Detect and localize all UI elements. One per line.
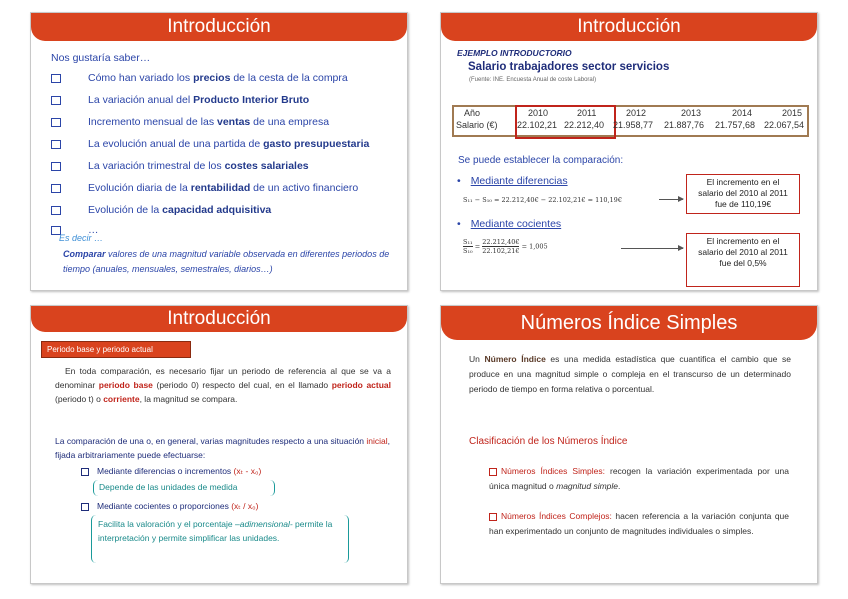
list-item: Incremento mensual de las ventas de una empresa xyxy=(51,116,329,128)
list-item: … xyxy=(51,224,99,236)
slide-3[interactable] xyxy=(30,305,408,584)
list-item: La evolución anual de una partida de gasto presupuestaria xyxy=(51,138,369,150)
table-cell: 2015 xyxy=(782,108,803,118)
example-subtitle: Salario trabajadores sector servicios xyxy=(468,61,670,73)
example-label: EJEMPLO INTRODUCTORIO xyxy=(457,48,572,58)
table-cell: 22.212,40 xyxy=(564,120,605,130)
table-cell: 2010 xyxy=(528,108,549,118)
compare-text: Comparar valores de una magnitud variable observada en diferentes periodos de tiempo (anuales, mensuales, semestrales, diarios…) xyxy=(63,249,390,274)
table-cell: 22.102,21 xyxy=(517,120,558,130)
type-simple: Números Índices Simples: recogen la variación experimentada por una única magnitud o magnitud simple. xyxy=(489,466,790,491)
formula-quotients: $\frac{\text{S₁₁}}{\text{S₁₀}}$ = $\frac{22.212,40€}{22.102,21€}$ = 1,005 xyxy=(463,238,548,255)
checkbox-bullet-icon xyxy=(489,468,497,476)
method-quotients: Mediante cocientes o proporciones (xₜ / x₀) xyxy=(81,501,258,512)
checkbox-bullet-icon xyxy=(51,140,61,149)
definition-paragraph: Un Número Índice es una medida estadística que cuantifica el cambio que se produce en una magnitud simple o compleja en el transcurso de un determinado periodo de tiempo en forma relativa o porcentual. xyxy=(469,354,791,394)
comparison-intro: Se puede establecer la comparación: xyxy=(458,155,624,166)
method-differences: Mediante diferencias o incrementos (xₜ - x₀) xyxy=(81,466,261,477)
table-header: Salario (€) xyxy=(456,120,498,130)
slide-title: Introducción xyxy=(31,13,407,41)
table-header: Año xyxy=(464,108,481,118)
quotients-note: Facilita la valoración y el porcentaje –adimensional- permite la interpretación y permite simplificar las unidades. xyxy=(98,519,333,543)
result-box-differences: El incremento en el salario del 2010 al 2011 fue de 110,19€ xyxy=(686,174,800,214)
list-item: Evolución diaria de la rentabilidad de un activo financiero xyxy=(51,182,358,194)
checkbox-bullet-icon xyxy=(81,468,89,476)
method-quotients: • Mediante cocientes xyxy=(457,218,562,230)
table-cell: 21.958,77 xyxy=(613,120,654,130)
table-cell: 2012 xyxy=(626,108,647,118)
checkbox-bullet-icon xyxy=(51,162,61,171)
slide-title: Introducción xyxy=(31,306,407,332)
list-item: La variación trimestral de los costes salariales xyxy=(51,160,309,172)
es-decir-label: Es decir … xyxy=(59,233,104,243)
differences-note: Depende de las unidades de medida xyxy=(99,482,238,492)
checkbox-bullet-icon xyxy=(51,184,61,193)
arrow-icon xyxy=(659,199,683,200)
checkbox-bullet-icon xyxy=(51,74,61,83)
slide-title: Números Índice Simples xyxy=(441,306,817,340)
list-item: La variación anual del Producto Interior Bruto xyxy=(51,94,309,106)
checkbox-bullet-icon xyxy=(489,513,497,521)
method-differences: • Mediante diferencias xyxy=(457,175,568,187)
intro-text: Nos gustaría saber… xyxy=(51,52,151,64)
slide-title: Introducción xyxy=(441,13,817,41)
type-complex: Números Índices Complejos: hacen referencia a la variación conjunta que han experimentado un conjunto de magnitudes individuales o simples. xyxy=(489,511,789,536)
checkbox-bullet-icon xyxy=(51,96,61,105)
table-cell: 21.757,68 xyxy=(715,120,756,130)
classification-heading: Clasificación de los Números Índice xyxy=(469,436,628,447)
checkbox-bullet-icon xyxy=(81,503,89,511)
formula-differences: S₁₁ − S₁₀ = 22.212,40€ − 22.102,21€ = 110,19€ xyxy=(463,196,622,204)
paragraph-comparison: La comparación de una o, en general, varias magnitudes respecto a una situación inicial, fijada arbitrariamente puede efectuarse: xyxy=(55,436,391,460)
source-note: (Fuente: INE. Encuesta Anual de coste Laboral) xyxy=(469,77,597,83)
table-cell: 2013 xyxy=(681,108,702,118)
table-cell: 22.067,54 xyxy=(764,120,805,130)
result-box-quotients: El incremento en el salario del 2010 al 2011 fue del 0,5% xyxy=(686,233,800,287)
checkbox-bullet-icon xyxy=(51,206,61,215)
arrow-icon xyxy=(621,248,683,249)
checkbox-bullet-icon xyxy=(51,118,61,127)
paragraph-base-period: En toda comparación, es necesario fijar un periodo de referencia al que se va a denominar periodo base (periodo 0) respecto del cual, en el llamado periodo actual (periodo t) o corriente, la magnitud se compara. xyxy=(55,366,392,404)
table-cell: 2011 xyxy=(577,108,597,118)
slide-4[interactable] xyxy=(440,305,818,584)
list-item: Evolución de la capacidad adquisitiva xyxy=(51,204,271,216)
slide-2[interactable] xyxy=(440,12,818,291)
section-tag: Periodo base y periodo actual xyxy=(41,341,191,358)
list-item: Cómo han variado los precios de la cesta de la compra xyxy=(51,72,348,84)
table-cell: 2014 xyxy=(732,108,753,118)
slide-1[interactable] xyxy=(30,12,408,291)
salary-table xyxy=(452,105,809,137)
table-cell: 21.887,76 xyxy=(664,120,705,130)
